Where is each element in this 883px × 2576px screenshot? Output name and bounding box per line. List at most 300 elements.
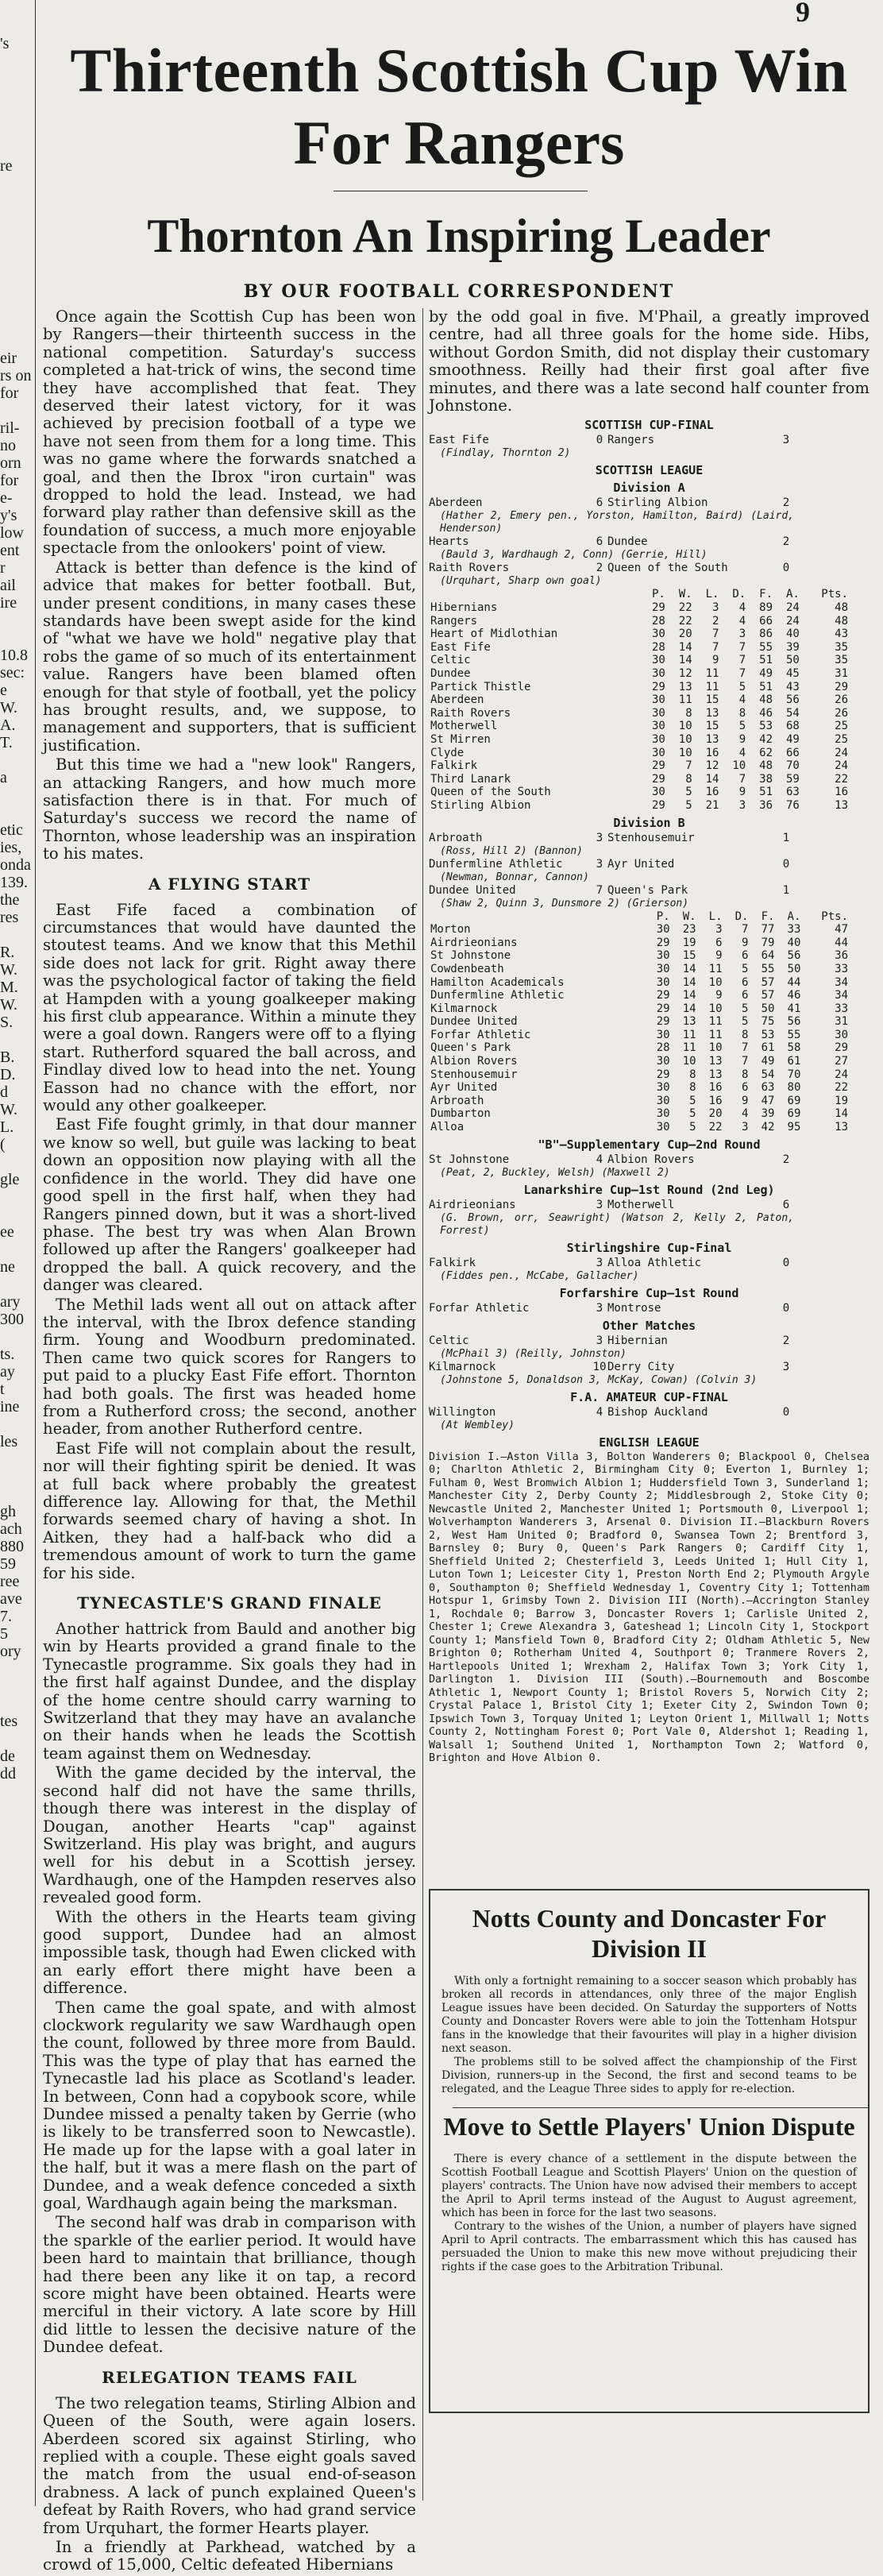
table-cell: 3 — [742, 1121, 749, 1134]
margin-fragment: no — [0, 437, 16, 454]
table-row — [429, 976, 850, 990]
home-team: Arbroath — [429, 831, 483, 844]
table-row — [429, 667, 850, 681]
away-team: Alloa Athletic — [607, 1256, 702, 1269]
table-cell: 22 — [678, 614, 692, 628]
table-cell: 29 — [656, 936, 670, 949]
table-cell: 10 — [678, 720, 692, 733]
home-score: 7 — [596, 883, 603, 897]
margin-fragment: res — [0, 909, 19, 926]
home-score: 3 — [596, 1256, 603, 1269]
table-cell: 55 — [761, 962, 775, 975]
table-cell: 29 — [835, 680, 848, 693]
margin-fragment — [0, 2010, 35, 2027]
margin-fragment: 's — [0, 35, 10, 52]
margin-fragment — [0, 1800, 35, 1817]
table-cell: 68 — [785, 720, 800, 733]
table-cell: 16 — [705, 786, 719, 799]
margin-fragment — [0, 1782, 35, 1800]
table-cell: Raith Rovers — [430, 706, 511, 720]
margin-fragment: the — [0, 891, 20, 909]
scorers: (Urquhart, Sharp own goal) — [440, 575, 602, 588]
table-cell: 30 — [656, 1028, 670, 1041]
table-cell: 4 — [738, 693, 746, 707]
table-cell: 14 — [682, 1002, 696, 1015]
table-cell: 39 — [761, 1107, 775, 1121]
table-cell: 29 — [651, 772, 665, 786]
table-cell: 26 — [835, 693, 848, 707]
table-cell: 30 — [656, 949, 670, 963]
table-cell: Rangers — [430, 614, 478, 628]
table-cell: 22 — [708, 1121, 723, 1134]
table-cell: 19 — [835, 1094, 848, 1107]
table-cell: Forfar Athletic — [430, 1028, 531, 1041]
scorers: (Shaw 2, Quinn 3, Dunsmore 2) (Grierson) — [440, 897, 689, 910]
match-result — [429, 832, 870, 858]
away-team: Derry City — [607, 1360, 675, 1373]
table-cell: 25 — [835, 720, 848, 733]
table-cell: 47 — [761, 1094, 775, 1107]
box-headline-2: Move to Settle Players' Union Dispute — [443, 2112, 855, 2141]
margin-fragment: les — [0, 1433, 18, 1450]
table-cell: 26 — [835, 706, 848, 720]
table-cell: 30 — [651, 706, 665, 720]
margin-fragment — [0, 1415, 35, 1433]
table-cell: 15 — [705, 693, 719, 707]
table-cell: Queen of the South — [430, 786, 551, 799]
scorers: (Bauld 3, Wardhaugh 2, Conn) (Gerrie, Hill) — [440, 549, 708, 562]
table-cell: 13 — [705, 706, 719, 720]
table-cell: 24 — [835, 759, 848, 773]
table-cell: 89 — [759, 601, 773, 615]
margin-fragment — [0, 926, 35, 944]
table-cell: 53 — [761, 1028, 775, 1041]
table-cell: 48 — [759, 693, 773, 707]
table-cell: 54 — [785, 706, 800, 720]
margin-fragment: sec: — [0, 664, 25, 682]
table-header: P. — [656, 910, 670, 923]
scorers: (Fiddes pen., McCabe, Gallacher) — [440, 1269, 639, 1282]
table-cell: 61 — [787, 1055, 801, 1068]
table-cell: 44 — [787, 975, 801, 989]
table-cell: 28 — [651, 614, 665, 628]
margin-fragment — [0, 140, 35, 157]
table-cell: 2 — [711, 614, 719, 628]
scorers: (Peat, 2, Buckley, Welsh) (Maxwell 2) — [440, 1166, 670, 1179]
away-team: Queen's Park — [607, 883, 688, 897]
table-cell: 16 — [708, 1094, 723, 1107]
table-cell: 30 — [656, 1094, 670, 1107]
other-matches-heading: Other Matches — [602, 1318, 696, 1333]
table-row — [429, 654, 850, 667]
margin-fragment: rs on — [0, 367, 32, 384]
away-score: 1 — [782, 831, 790, 844]
margin-fragment — [0, 1992, 35, 2010]
table-cell: 42 — [761, 1121, 775, 1134]
away-team: Stenhousemuir — [607, 831, 695, 844]
margin-fragment: dd — [0, 1765, 16, 1782]
table-cell: 5 — [689, 1121, 696, 1134]
table-cell: 29 — [651, 680, 665, 693]
home-score: 3 — [596, 831, 603, 844]
table-cell: 30 — [656, 975, 670, 989]
away-score: 1 — [782, 883, 790, 897]
margin-fragment: W. — [0, 699, 18, 716]
table-cell: 5 — [742, 1015, 749, 1029]
table-cell: Dundee United — [430, 1015, 518, 1029]
article-paragraph: East Fife fought grimly, in that dour manner we know so well, but guile was lacking to beat down an opposition now playing with all the confidence in the world. They did have one good spell in the first half, when they had Rangers pinned down, but it was a short-lived phase. The best try was when Alan Brown followed up after the Rangers' goalkeeper had dropped the ball. A quick recovery, and the danger was cleared. — [43, 1115, 416, 1295]
margin-fragment: W. — [0, 996, 18, 1014]
table-cell: 50 — [787, 962, 801, 975]
table-cell: 63 — [761, 1081, 775, 1095]
table-header: A. — [785, 588, 800, 601]
table-cell: 7 — [742, 1041, 749, 1055]
table-header — [429, 588, 640, 601]
margin-fragment: ne — [0, 1258, 15, 1276]
margin-fragment: ies, — [0, 839, 22, 856]
box-paragraph: Contrary to the wishes of the Union, a number of players have signed April to April contracts. The embarrassment which this has caused has persuaded the Union to make this new move without prejudicing their rights if the case goes to the Arbitration Tribunal. — [441, 2220, 857, 2273]
table-header: L. — [708, 910, 723, 923]
margin-fragment — [0, 1817, 35, 1835]
table-cell: 70 — [785, 759, 800, 773]
table-header: Pts. — [821, 910, 848, 923]
article-paragraph: With the others in the Hearts team giving good support, Dundee had an almost impossible task, though had Ewen clicked with an early effort there might have been a difference. — [43, 1907, 416, 1998]
table-cell: 38 — [759, 772, 773, 786]
margin-fragment — [0, 1852, 35, 1870]
table-row — [429, 1095, 850, 1108]
table-cell: 61 — [761, 1041, 775, 1055]
table-cell: 5 — [742, 1002, 749, 1015]
table-cell: 30 — [651, 732, 665, 746]
table-cell: 21 — [705, 798, 719, 812]
margin-fragment — [0, 1905, 35, 1922]
home-score: 6 — [596, 496, 603, 510]
table-row — [429, 759, 850, 773]
table-cell: 4 — [742, 1107, 749, 1121]
table-cell: 56 — [785, 693, 800, 707]
table-cell: 24 — [785, 614, 800, 628]
table-cell: 10 — [732, 759, 746, 773]
margin-fragment — [0, 1188, 35, 1206]
table-row — [429, 1121, 850, 1134]
table-row — [429, 1015, 850, 1029]
home-score: 3 — [596, 1301, 603, 1315]
margin-fragment — [0, 1730, 35, 1748]
table-cell: 29 — [651, 759, 665, 773]
table-cell: 5 — [738, 680, 746, 693]
margin-fragment — [0, 402, 35, 419]
table-cell: 5 — [738, 720, 746, 733]
match-result — [429, 1257, 870, 1283]
table-header — [429, 910, 646, 924]
table-row — [429, 937, 850, 950]
table-cell: 30 — [651, 746, 665, 759]
table-cell: Stenhousemuir — [430, 1068, 518, 1081]
margin-fragment: L. — [0, 1118, 14, 1136]
table-cell: Kilmarnock — [430, 1002, 498, 1015]
subheadline: Thornton An Inspiring Leader — [147, 210, 771, 262]
home-score: 3 — [596, 1334, 603, 1347]
table-cell: Cowdenbeath — [430, 962, 504, 975]
table-cell: 10 — [682, 1055, 696, 1068]
table-cell: 50 — [761, 1002, 775, 1015]
table-cell: 9 — [738, 732, 746, 746]
table-cell: 13 — [682, 1015, 696, 1029]
table-cell: 11 — [682, 1041, 696, 1055]
table-cell: 14 — [835, 1107, 848, 1121]
margin-fragment: de — [0, 1748, 15, 1765]
division-a-heading: Division A — [613, 481, 685, 496]
home-team: East Fife — [429, 434, 489, 447]
table-cell: 80 — [787, 1081, 801, 1095]
table-cell: 13 — [835, 1121, 848, 1134]
table-cell: Dundee — [430, 667, 471, 680]
table-cell: 7 — [738, 772, 746, 786]
away-score: 2 — [782, 1153, 790, 1166]
match-result — [429, 1302, 870, 1315]
home-score: 4 — [596, 1153, 603, 1166]
table-cell: Morton — [430, 923, 471, 937]
margin-fragment — [0, 245, 35, 262]
table-cell: 11 — [682, 1028, 696, 1041]
match-result — [429, 1361, 870, 1387]
table-cell: Third Lanark — [430, 772, 511, 786]
table-cell: 36 — [835, 949, 848, 963]
table-cell: 8 — [742, 1068, 749, 1081]
table-cell: 51 — [759, 680, 773, 693]
table-cell: 13 — [678, 680, 692, 693]
margin-fragment: r — [0, 559, 6, 577]
table-header: Pts. — [821, 588, 848, 601]
section-heading: A FLYING START — [148, 874, 311, 894]
table-cell: 43 — [785, 680, 800, 693]
table-cell: 5 — [685, 798, 692, 812]
home-team: Willington — [429, 1405, 496, 1419]
table-header: F. — [761, 910, 775, 923]
margin-fragment — [0, 280, 35, 297]
margin-fragment — [0, 1241, 35, 1258]
table-cell: 11 — [705, 680, 719, 693]
margin-fragment — [0, 1922, 35, 1940]
margin-fragment: re — [0, 157, 13, 175]
table-row — [429, 1081, 850, 1095]
away-score: 0 — [782, 562, 790, 575]
table-cell: Motherwell — [430, 720, 498, 733]
margin-fragment: e- — [0, 489, 13, 507]
table-header: W. — [678, 588, 692, 601]
table-cell: 8 — [685, 772, 692, 786]
margin-fragment: W. — [0, 1101, 18, 1118]
margin-fragment: ree — [0, 1573, 20, 1590]
match-result — [429, 1334, 870, 1361]
margin-fragment: onda — [0, 856, 31, 874]
table-cell: 3 — [711, 601, 719, 615]
margin-fragment: etic — [0, 821, 23, 839]
table-cell: 27 — [835, 1055, 848, 1068]
match-result — [429, 1153, 870, 1180]
table-cell: 50 — [785, 654, 800, 667]
table-cell: 9 — [738, 786, 746, 799]
margin-fragment — [0, 87, 35, 105]
table-cell: 8 — [689, 1081, 696, 1095]
away-team: Hibernian — [607, 1334, 668, 1347]
match-result — [429, 884, 870, 910]
home-team: Raith Rovers — [429, 562, 510, 575]
scorers: (Newman, Bonnar, Cannon) — [440, 871, 589, 883]
table-cell: Clyde — [430, 746, 465, 759]
margin-fragment: D. — [0, 1066, 16, 1083]
margin-fragment: gle — [0, 1171, 20, 1188]
margin-fragment: 880 — [0, 1538, 24, 1555]
table-cell: 14 — [682, 962, 696, 975]
table-cell: 48 — [835, 614, 848, 628]
results-column — [429, 308, 870, 1766]
margin-fragment — [0, 0, 35, 17]
headline-line-1: Thirteenth Scottish Cup Win — [70, 36, 848, 105]
table-header: D. — [732, 588, 746, 601]
away-score: 2 — [782, 535, 790, 549]
home-team: Kilmarnock — [429, 1360, 496, 1373]
match-result — [429, 1199, 870, 1238]
table-cell: 59 — [785, 772, 800, 786]
table-cell: 57 — [761, 975, 775, 989]
table-cell: 40 — [787, 936, 801, 949]
table-cell: 16 — [708, 1081, 723, 1095]
scorers: (McPhail 3) (Reilly, Johnston) — [440, 1347, 627, 1360]
margin-fragment — [0, 315, 35, 332]
margin-fragment — [0, 262, 35, 280]
table-cell: 66 — [759, 614, 773, 628]
table-cell: 10 — [708, 1002, 723, 1015]
margin-fragment — [0, 612, 35, 629]
away-score: 0 — [782, 857, 790, 871]
table-header: W. — [682, 910, 696, 923]
table-cell: Hibernians — [430, 601, 498, 615]
table-cell: 19 — [682, 936, 696, 949]
match-result — [429, 496, 870, 535]
margin-fragment — [0, 297, 35, 315]
margin-fragment: ave — [0, 1590, 22, 1608]
table-cell: 44 — [835, 936, 848, 949]
table-row — [429, 628, 850, 641]
table-cell: Heart of Midlothian — [430, 628, 558, 641]
table-cell: 33 — [787, 923, 801, 937]
division-a-table — [429, 588, 850, 812]
scorers: (Findlay, Thornton 2) — [440, 447, 571, 460]
table-row — [429, 963, 850, 976]
fa-cup-heading: F.A. AMATEUR CUP-FINAL — [570, 1389, 728, 1404]
league-heading: SCOTTISH LEAGUE — [595, 463, 704, 478]
scorers: (Ross, Hill 2) (Bannon) — [440, 844, 584, 857]
table-cell: 51 — [759, 786, 773, 799]
table-cell: 24 — [835, 746, 848, 759]
table-cell: 6 — [742, 1081, 749, 1095]
match-result — [429, 1406, 870, 1432]
margin-fragment: ay — [0, 1363, 15, 1381]
column-divider — [422, 308, 423, 2501]
table-cell: 46 — [759, 706, 773, 720]
table-cell: 5 — [742, 962, 749, 975]
table-row — [429, 989, 850, 1002]
table-cell: 7 — [742, 1055, 749, 1068]
table-cell: 8 — [685, 706, 692, 720]
table-row — [429, 923, 850, 937]
table-cell: 11 — [678, 693, 692, 707]
table-cell: 12 — [705, 759, 719, 773]
margin-fragment — [0, 1468, 35, 1485]
table-row — [429, 641, 850, 655]
home-team: Celtic — [429, 1334, 469, 1347]
margin-fragment — [0, 629, 35, 647]
lanark-cup-heading: Lanarkshire Cup—1st Round (2nd Leg) — [523, 1182, 775, 1197]
table-cell: 30 — [656, 1121, 670, 1134]
margin-fragment — [0, 192, 35, 210]
box-headline-1: Notts County and Doncaster For Division II — [472, 1904, 827, 1963]
match-result — [429, 434, 870, 460]
home-score: 3 — [596, 857, 603, 871]
margin-fragment: ent — [0, 542, 20, 559]
margin-fragment — [0, 1678, 35, 1695]
table-cell: 46 — [787, 989, 801, 1002]
table-cell: 3 — [738, 798, 746, 812]
margin-fragment — [0, 751, 35, 769]
table-row — [429, 1029, 850, 1042]
table-cell: 47 — [835, 923, 848, 937]
margin-fragment: t — [0, 1381, 5, 1398]
table-cell: 40 — [785, 628, 800, 641]
scorers: (At Wembley) — [440, 1419, 515, 1431]
away-team: Montrose — [607, 1301, 661, 1315]
table-cell: 14 — [678, 640, 692, 654]
byline: BY OUR FOOTBALL CORRESPONDENT — [243, 281, 675, 302]
table-cell: 29 — [656, 1068, 670, 1081]
table-cell: 30 — [835, 1028, 848, 1041]
table-cell: 24 — [835, 1068, 848, 1081]
table-cell: 28 — [651, 640, 665, 654]
match-result — [429, 858, 870, 884]
table-cell: 11 — [705, 667, 719, 680]
table-cell: 30 — [656, 1081, 670, 1095]
table-cell: Arbroath — [430, 1094, 484, 1107]
margin-fragment: R. — [0, 944, 15, 961]
table-cell: 14 — [705, 772, 719, 786]
table-cell: Albion Rovers — [430, 1055, 518, 1068]
table-cell: 34 — [835, 989, 848, 1002]
table-cell: Airdrieonians — [430, 936, 518, 949]
margin-fragment: d — [0, 1083, 8, 1101]
home-team: Hearts — [429, 535, 469, 549]
table-cell: 45 — [785, 667, 800, 680]
table-cell: 58 — [787, 1041, 801, 1055]
table-cell: 13 — [708, 1055, 723, 1068]
table-cell: 48 — [835, 601, 848, 615]
table-cell: Alloa — [430, 1121, 465, 1134]
table-cell: 75 — [761, 1015, 775, 1029]
article-paragraph: East Fife will not complain about the result, nor will their fighting spirit be denied. It was at full back where probably the greatest difference lay. Allowing for that, the Methil forwards seemed chary of having a shot. In Aitken, they had a half-back who did a tremendous amount of work to turn the game for his side. — [43, 1439, 416, 1582]
scorers: (G. Brown, orr, Seawright) (Watson 2, Kelly 2, Paton, Forrest) — [440, 1211, 794, 1237]
table-cell: 7 — [738, 667, 746, 680]
table-cell: 55 — [787, 1028, 801, 1041]
division-b-table — [429, 910, 850, 1134]
table-cell: 56 — [787, 949, 801, 963]
section-heading: RELEGATION TEAMS FAIL — [102, 2367, 357, 2387]
table-row — [429, 1041, 850, 1055]
margin-fragment — [0, 1660, 35, 1678]
margin-fragment — [0, 1328, 35, 1346]
margin-fragment — [0, 1870, 35, 1887]
english-league-heading: ENGLISH LEAGUE — [599, 1435, 700, 1450]
table-cell: 14 — [682, 989, 696, 1002]
